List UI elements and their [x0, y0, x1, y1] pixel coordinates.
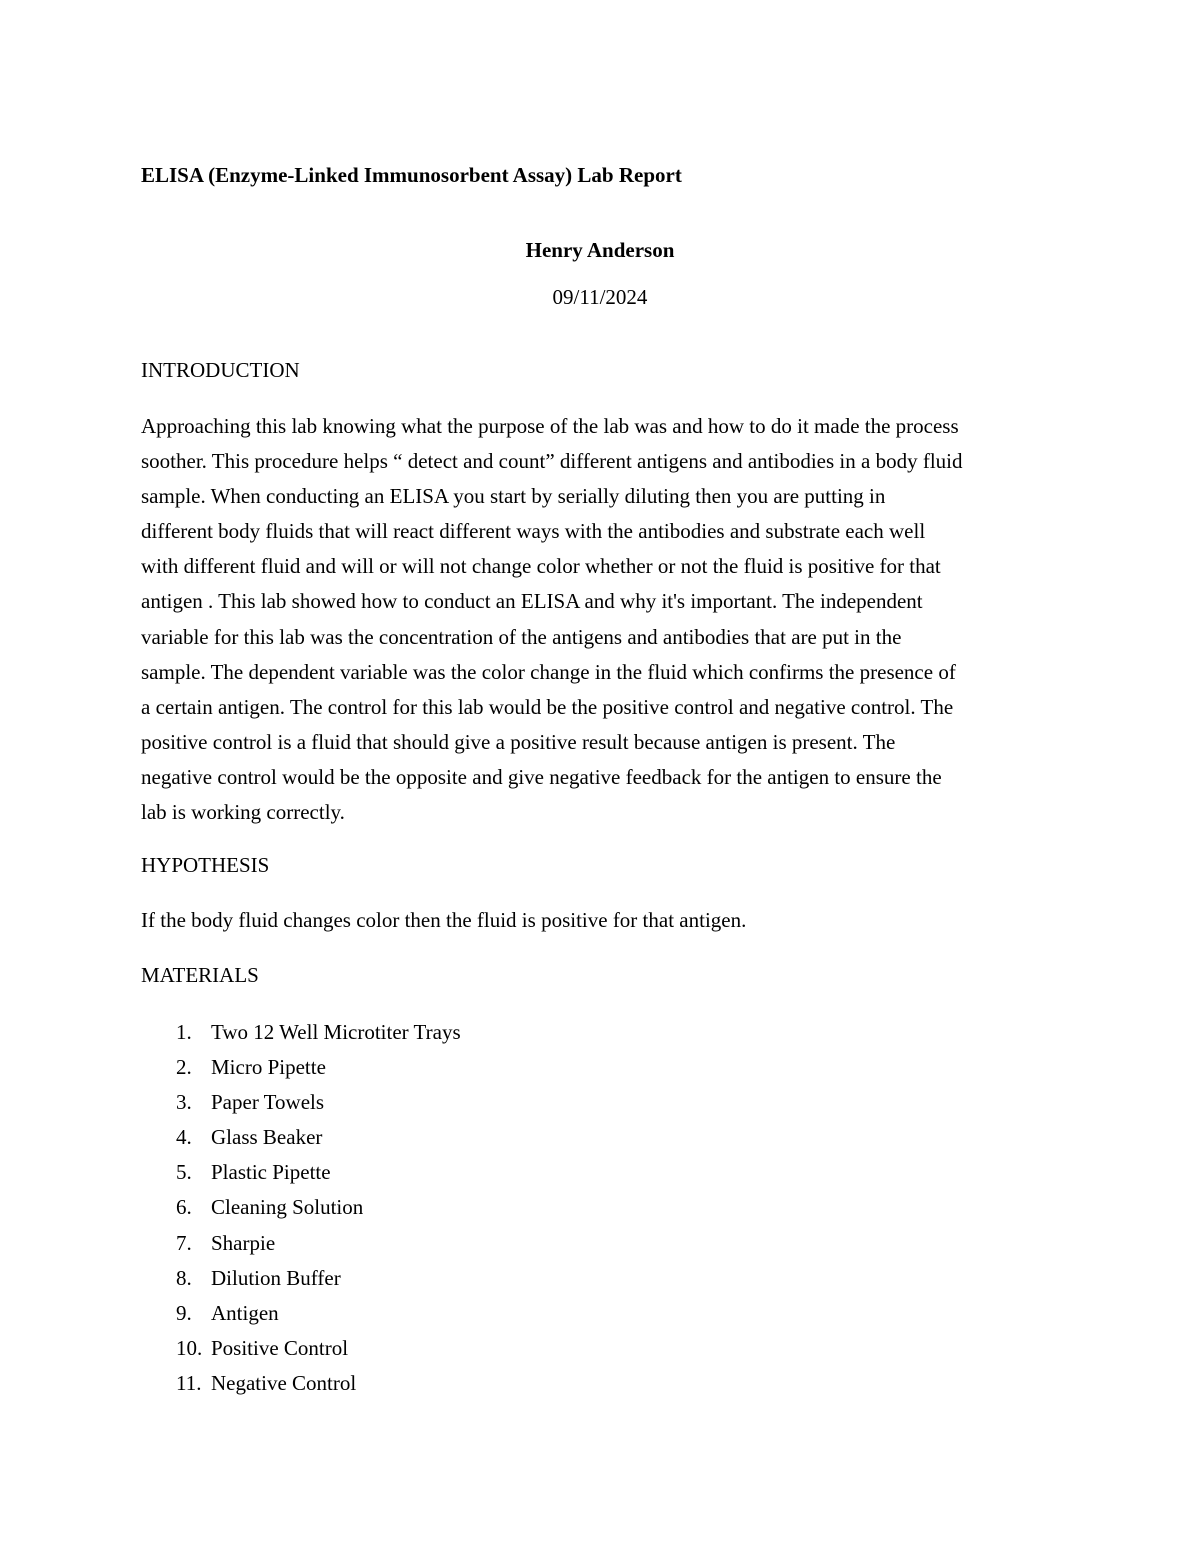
- introduction-heading: INTRODUCTION: [141, 358, 300, 382]
- introduction-line: negative control would be the opposite and give negative feedback for the antigen to ensure the: [141, 764, 942, 789]
- list-item-number: 6.: [176, 1195, 192, 1220]
- list-item-label: Micro Pipette: [211, 1055, 326, 1080]
- introduction-line: Approaching this lab knowing what the purpose of the lab was and how to do it made the process: [141, 414, 959, 438]
- list-item: [141, 1120, 461, 1155]
- introduction-line: positive control is a fluid that should give a positive result because antigen is present. The: [141, 729, 896, 754]
- list-item-number: 1.: [176, 1020, 192, 1044]
- list-item-label: Negative Control: [211, 1370, 357, 1395]
- introduction-line: soother. This procedure helps “ detect and count” different antigens and antibodies in a body fluid: [141, 449, 963, 474]
- hypothesis-heading: HYPOTHESIS: [141, 853, 270, 877]
- introduction-paragraph: [141, 409, 1071, 830]
- list-item-number: 7.: [176, 1230, 192, 1255]
- list-item-label: Paper Towels: [211, 1090, 325, 1115]
- list-item: [141, 1331, 461, 1366]
- introduction-line: with different fluid and will or will not change color whether or not the fluid is positive for that: [141, 554, 941, 579]
- list-item-number: 5.: [176, 1160, 192, 1185]
- list-item-label: Antigen: [211, 1300, 279, 1325]
- list-item-number: 11.: [176, 1370, 202, 1395]
- list-item-number: 9.: [176, 1300, 192, 1325]
- introduction-line: a certain antigen. The control for this lab would be the positive control and negative control. The: [141, 694, 954, 719]
- list-item: [141, 1015, 461, 1050]
- introduction-line: lab is working correctly.: [141, 800, 345, 825]
- list-item-label: Plastic Pipette: [211, 1160, 331, 1185]
- list-item-label: Two 12 Well Microtiter Trays: [211, 1020, 461, 1044]
- list-item-label: Sharpie: [211, 1230, 276, 1255]
- introduction-line: sample. The dependent variable was the color change in the fluid which confirms the presence of: [141, 659, 956, 684]
- author-name: Henry Anderson: [525, 238, 675, 262]
- list-item-number: 2.: [176, 1055, 192, 1080]
- list-item-label: Positive Control: [211, 1335, 349, 1360]
- list-item-number: 10.: [176, 1335, 203, 1360]
- document-title: ELISA (Enzyme-Linked Immunosorbent Assay) Lab Report: [141, 163, 682, 187]
- introduction-line: variable for this lab was the concentration of the antigens and antibodies that are put in the: [141, 624, 902, 649]
- list-item-number: 8.: [176, 1265, 192, 1290]
- list-item: [141, 1261, 461, 1296]
- list-item: [141, 1366, 461, 1401]
- hypothesis-text: If the body fluid changes color then the fluid is positive for that antigen.: [141, 908, 747, 932]
- report-date: 09/11/2024: [552, 285, 648, 309]
- introduction-line: different body fluids that will react different ways with the antibodies and substrate each well: [141, 519, 926, 544]
- introduction-line: antigen . This lab showed how to conduct an ELISA and why it's important. The independent: [141, 589, 923, 614]
- list-item: [141, 1226, 461, 1261]
- list-item: [141, 1190, 461, 1225]
- list-item-label: Dilution Buffer: [211, 1265, 341, 1290]
- list-item: [141, 1085, 461, 1120]
- list-item-number: 4.: [176, 1125, 192, 1150]
- list-item-label: Glass Beaker: [211, 1125, 323, 1150]
- introduction-line: sample. When conducting an ELISA you start by serially diluting then you are putting in: [141, 484, 886, 509]
- materials-heading: MATERIALS: [141, 963, 259, 987]
- list-item-number: 3.: [176, 1090, 192, 1115]
- list-item: [141, 1296, 461, 1331]
- list-item-label: Cleaning Solution: [211, 1195, 364, 1220]
- materials-list: [141, 1015, 461, 1401]
- list-item: [141, 1155, 461, 1190]
- list-item: [141, 1050, 461, 1085]
